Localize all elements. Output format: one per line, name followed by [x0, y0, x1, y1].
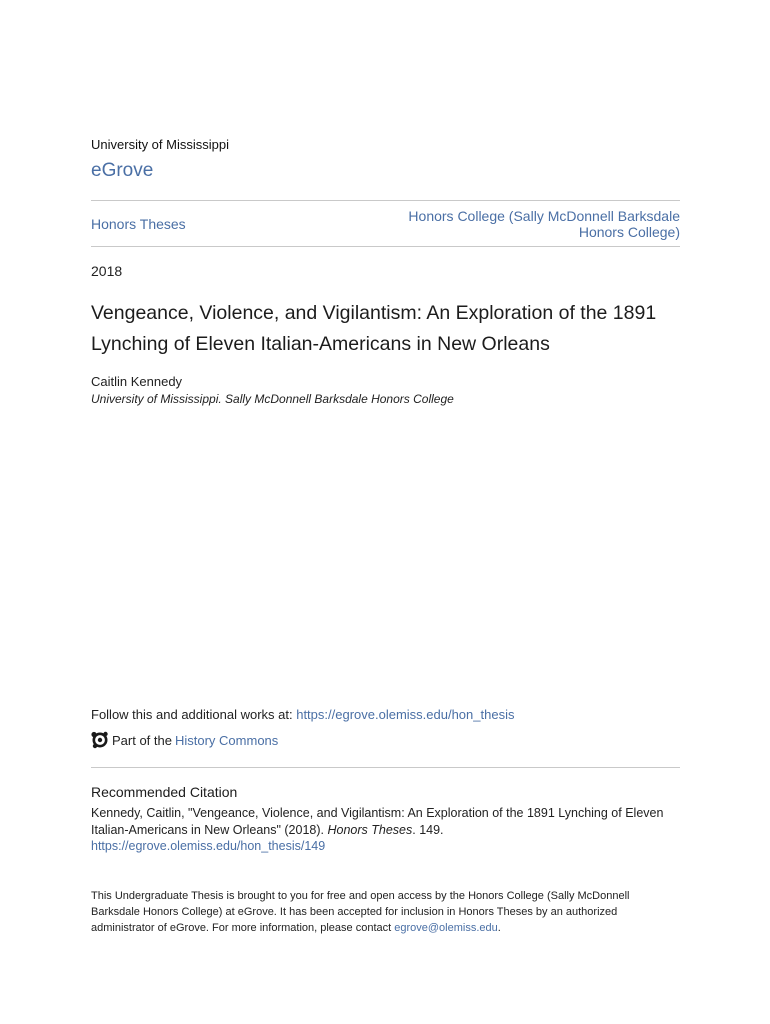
- author-name: Caitlin Kennedy: [91, 374, 183, 389]
- follow-url-link[interactable]: https://egrove.olemiss.edu/hon_thesis: [296, 707, 515, 722]
- college-link[interactable]: [380, 208, 680, 240]
- citation-divider: [91, 767, 680, 768]
- contact-email-link[interactable]: egrove@olemiss.edu: [394, 922, 498, 934]
- follow-prefix: Follow this and additional works at:: [91, 707, 297, 722]
- publication-year: 2018: [91, 263, 123, 279]
- citation-text-line1: Kennedy, Caitlin, "Vengeance, Violence, and Vigilantism: An Exploration of the 1891 Lynching of Eleven: [91, 806, 664, 820]
- series-divider: [91, 246, 680, 247]
- institution-name: University of Mississippi: [91, 137, 229, 152]
- access-notice-period: .: [497, 922, 501, 934]
- citation-series-italic: Honors Theses: [327, 823, 413, 837]
- network-commons-icon: [91, 731, 112, 749]
- access-notice-line1: This Undergraduate Thesis is brought to you for free and open access by the Honors College (Sally McDonnell: [91, 890, 630, 902]
- access-notice-line3: administrator of eGrove. For more information, please contact: [91, 922, 395, 934]
- part-of-line: [91, 731, 278, 749]
- header-divider: [91, 200, 680, 201]
- thesis-title-line2: Lynching of Eleven Italian-Americans in New Orleans: [91, 333, 550, 355]
- citation-text-line2b: . 149.: [412, 823, 444, 837]
- citation-text-line2a: Italian-Americans in New Orleans" (2018).: [91, 823, 328, 837]
- college-link-line2[interactable]: Honors College): [578, 224, 680, 240]
- repository-link[interactable]: eGrove: [91, 160, 154, 181]
- access-notice: [91, 888, 681, 936]
- author-affiliation: University of Mississippi. Sally McDonnell Barksdale Honors College: [91, 392, 454, 406]
- citation-heading: Recommended Citation: [91, 784, 238, 800]
- part-of-prefix: Part of the: [112, 732, 172, 748]
- follow-line: [91, 707, 514, 722]
- series-link[interactable]: Honors Theses: [91, 216, 186, 232]
- citation-text: [91, 805, 681, 839]
- history-commons-link[interactable]: History Commons: [174, 732, 279, 748]
- thesis-title-line1: Vengeance, Violence, and Vigilantism: An Exploration of the 1891: [91, 302, 657, 324]
- college-link-line1[interactable]: Honors College (Sally McDonnell Barksdale: [408, 208, 680, 224]
- thesis-title: [91, 298, 691, 360]
- access-notice-line2: Barksdale Honors College) at eGrove. It has been accepted for inclusion in Honors Theses by an authorized: [91, 906, 618, 918]
- citation-url-link[interactable]: https://egrove.olemiss.edu/hon_thesis/149: [91, 839, 326, 853]
